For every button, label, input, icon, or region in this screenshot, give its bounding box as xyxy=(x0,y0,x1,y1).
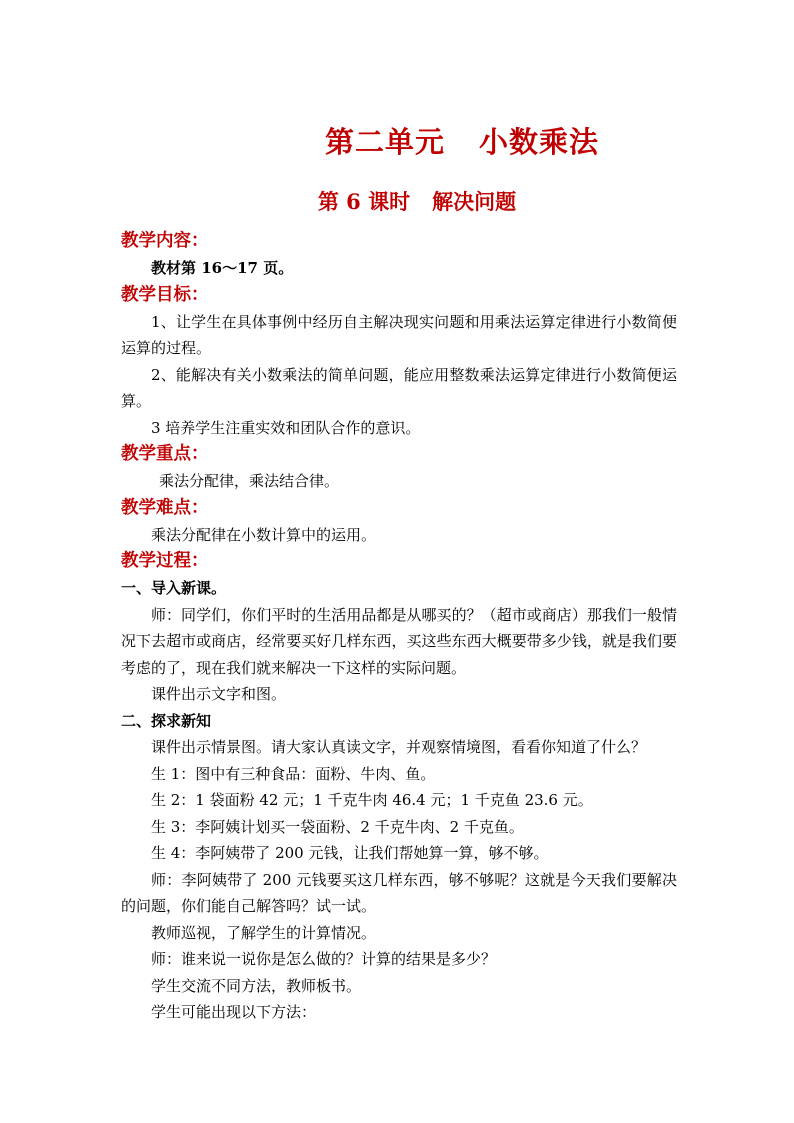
step1-heading: 一、导入新课。 xyxy=(121,579,227,597)
step2-line: 生 3：李阿姨计划买一袋面粉、2 千克牛肉、2 千克鱼。 xyxy=(151,817,524,836)
content-text: 教材第 16～17 页。 xyxy=(151,259,294,277)
page-title xyxy=(0,120,794,161)
step1-paragraph: 师：同学们，你们平时的生活用品都是从哪买的？（超市或商店）那我们一般情况下去超市或商店，经常要买好几样东西，买这些东西大概要带多少钱，就是我们要考虑的了，现在我们就来解决一下这样的实际问题。 xyxy=(121,605,677,677)
step2-tail-line: 教师巡视，了解学生的计算情况。 xyxy=(151,923,377,942)
subtitle-period: 第 6 课时 xyxy=(317,189,411,214)
heading-goals: 教学目标： xyxy=(121,284,209,305)
step2-line: 生 2：1 袋面粉 42 元；1 千克牛肉 46.4 元；1 千克鱼 23.6 元。 xyxy=(151,791,593,809)
document-body xyxy=(121,228,677,1026)
heading-process: 教学过程： xyxy=(121,551,209,571)
step2-tail-line: 师：谁来说一说你是怎么做的？计算的结果是多少？ xyxy=(151,950,497,968)
step2-tail-line: 学生可能出现以下方法： xyxy=(151,1003,317,1021)
key-points-text: 乘法分配律，乘法结合律。 xyxy=(159,472,340,490)
step1-courseware-note: 课件出示文字和图。 xyxy=(151,685,287,703)
heading-key-points: 教学重点： xyxy=(121,444,209,464)
step2-tail-line: 学生交流不同方法，教师板书。 xyxy=(151,976,362,995)
goal-2: 2、能解决有关小数乘法的简单问题，能应用整数乘法运算定律进行小数简便运算。 xyxy=(121,365,677,410)
step2-heading: 二、探求新知 xyxy=(121,711,212,730)
lesson-subtitle xyxy=(0,186,794,216)
heading-content: 教学内容： xyxy=(121,231,209,251)
heading-difficulties: 教学难点： xyxy=(121,497,209,518)
difficulties-text: 乘法分配律在小数计算中的运用。 xyxy=(151,525,377,544)
goal-3: 3 培养学生注重实效和团队合作的意识。 xyxy=(151,418,421,437)
step2-paragraph: 师：李阿姨带了 200 元钱要买这几样东西，够不够呢？这就是今天我们要解决的问题，你们能自己解答吗？试一试。 xyxy=(121,870,677,915)
title-topic: 小数乘法 xyxy=(479,125,600,159)
step2-line: 生 1：图中有三种食品：面粉、牛肉、鱼。 xyxy=(151,764,436,783)
step2-line: 课件出示情景图。请大家认真读文字，并观察情境图，看看你知道了什么？ xyxy=(151,738,647,756)
subtitle-topic: 解决问题 xyxy=(432,189,517,214)
goal-1: 1、让学生在具体事例中经历自主解决现实问题和用乘法运算定律进行小数简便运算的过程。 xyxy=(121,312,677,357)
title-unit: 第二单元 xyxy=(324,125,445,159)
step2-line: 生 4：李阿姨带了 200 元钱，让我们帮她算一算，够不够。 xyxy=(151,844,549,862)
